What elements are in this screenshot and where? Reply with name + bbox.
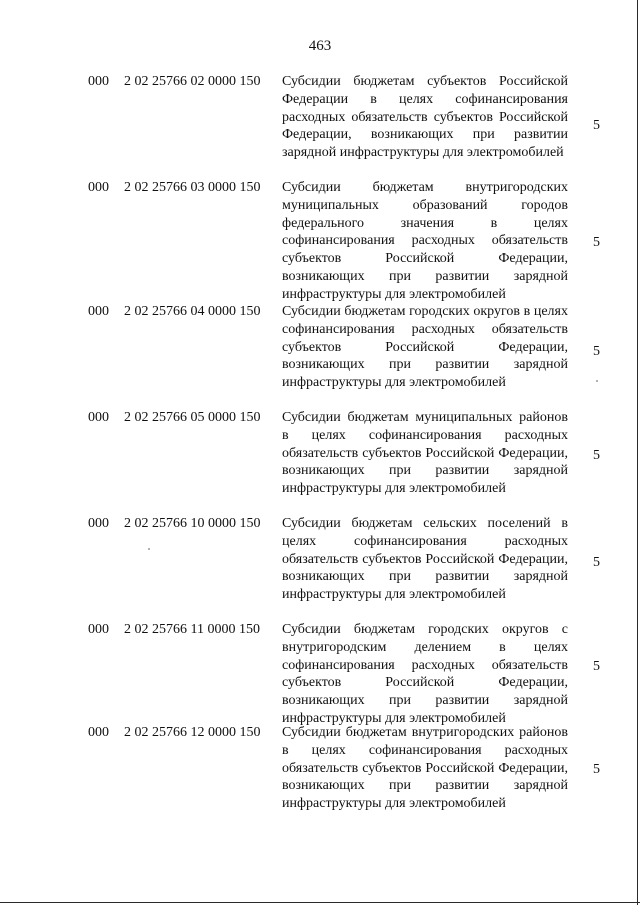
budget-classification-code: 2 02 25766 11 0000 150 [124,622,260,637]
table-row [80,409,600,515]
scan-edge-right [637,0,638,905]
budget-classification-code: 2 02 25766 10 0000 150 [124,516,261,531]
admin-code: 000 [88,410,109,425]
amount-value: 5 [593,555,600,570]
income-description: Субсидии бюджетам городских округов в целях софинансирования расходных обязательств субъектов Российской Федерации, возникающих при развитии зарядной инфраструктуры для электромобилей [282,304,568,391]
table-row [80,179,600,303]
income-description: Субсидии бюджетам сельских поселений в целях софинансирования расходных обязательств субъектов Российской Федерации, возникающих при развитии зарядной инфраструктуры для электромобилей [282,516,568,603]
amount-value: 5 [593,659,600,674]
table-row [80,303,600,409]
scan-speck [148,548,150,550]
admin-code: 000 [88,304,109,319]
admin-code: 000 [88,725,109,740]
table-row [80,621,600,724]
page-number: 463 [308,38,332,54]
budget-classification-code: 2 02 25766 02 0000 150 [124,74,261,89]
scan-edge-bottom [0,902,640,903]
admin-code: 000 [88,622,109,637]
budget-code-table [80,73,600,830]
table-row [80,515,600,621]
amount-value: 5 [593,118,600,133]
admin-code: 000 [88,180,109,195]
income-description: Субсидии бюджетам внутригородских муниципальных образований городов федерального значения в целях софинансирования расходных обязательств субъектов Российской Федерации, возникающих при развитии зарядной инфраструктуры для электромобилей [282,180,568,302]
income-description: Субсидии бюджетам внутригородских районов в целях софинансирования расходных обязательств субъектов Российской Федерации, возникающих при развитии зарядной инфраструктуры для электромобилей [282,725,568,812]
scan-speck [596,380,598,382]
budget-classification-code: 2 02 25766 05 0000 150 [124,410,261,425]
admin-code: 000 [88,74,109,89]
income-description: Субсидии бюджетам муниципальных районов в целях софинансирования расходных обязательств субъектов Российской Федерации, возникающих при развитии зарядной инфраструктуры для электромобилей [282,410,568,497]
income-description: Субсидии бюджетам субъектов Российской Федерации в целях софинансирования расходных обязательств субъектов Российской Федерации, возникающих при развитии зарядной инфраструктуры для электромобилей [282,74,568,161]
income-description: Субсидии бюджетам городских округов с внутригородским делением в целях софинансирования расходных обязательств субъектов Российской Федерации, возникающих при развитии зарядной инфраструктуры для электромобилей [282,622,568,726]
amount-value: 5 [593,448,600,463]
table-row [80,73,600,179]
budget-classification-code: 2 02 25766 03 0000 150 [124,180,261,195]
budget-classification-code: 2 02 25766 12 0000 150 [124,725,261,740]
amount-value: 5 [593,762,600,777]
amount-value: 5 [593,344,600,359]
amount-value: 5 [593,235,600,250]
table-row [80,724,600,830]
budget-classification-code: 2 02 25766 04 0000 150 [124,304,261,319]
admin-code: 000 [88,516,109,531]
